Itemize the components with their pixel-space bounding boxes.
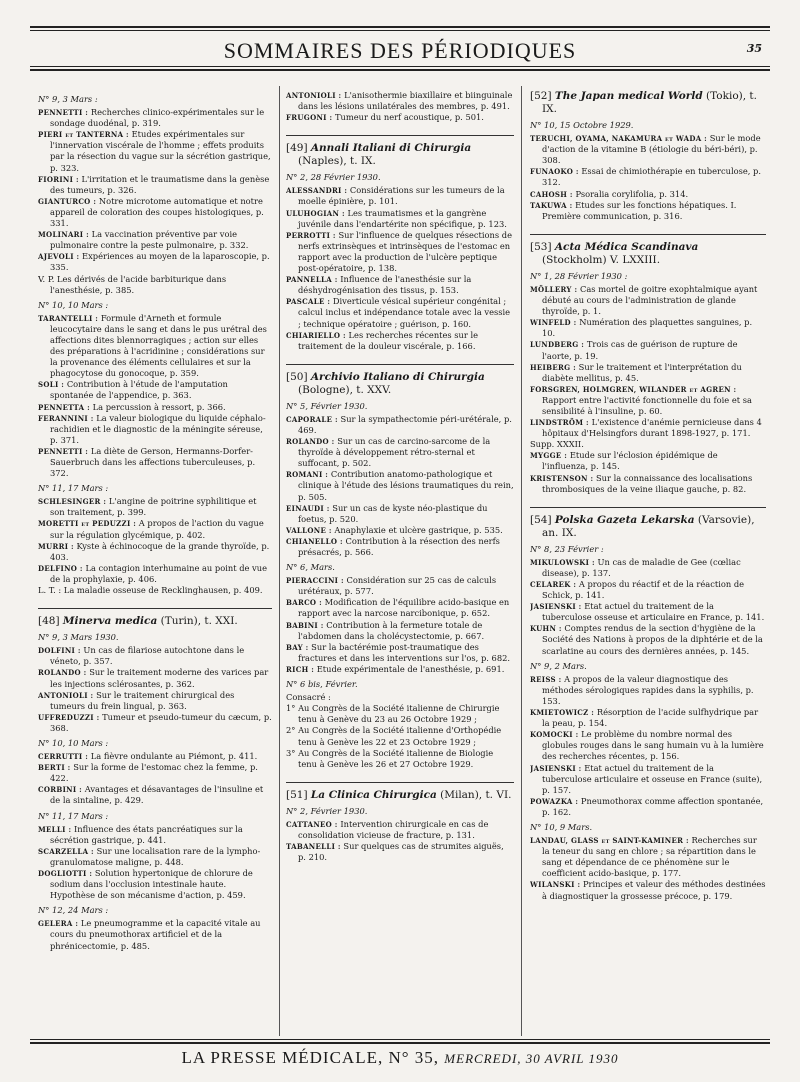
article-title: Sur un cas de kyste néo-plastique du foetus, p. 520.	[298, 502, 488, 524]
article-entry	[530, 450, 766, 472]
issue-heading: N° 8, 23 Février :	[530, 543, 604, 554]
article-entry	[286, 692, 514, 703]
article-title: Modification de l'équilibre acido-basique en rapport avec la narcose narcibonique, p. 652.	[298, 597, 510, 619]
article-title: 2° Au Congrès de la Société italienne d'Orthopédie tenu à Genève les 22 et 23 Octobre 1929 ;	[286, 725, 502, 747]
article-entry	[530, 133, 766, 166]
article-title: Tumeur et pseudo-tumeur du cæcum, p. 368.	[50, 711, 272, 733]
article-author: ROMANI :	[286, 470, 329, 480]
article-author: FUNAOKO :	[530, 167, 579, 177]
article-author: MURRI :	[38, 541, 74, 551]
article-author: SOLI :	[38, 380, 65, 390]
article-entry	[286, 330, 514, 352]
journal-number: [48]	[38, 615, 60, 628]
issue-heading: N° 11, 17 Mars :	[38, 810, 109, 821]
issue-heading: N° 9, 3 Mars :	[38, 94, 98, 104]
article-author: DOGLIOTTI :	[38, 869, 93, 878]
article-entry	[38, 107, 272, 129]
article-entry	[530, 879, 766, 901]
article-title: Influence des états pancréatiques sur la sécrétion gastrique, p. 441.	[50, 823, 243, 845]
article-title: Etude expérimentale de l'anesthésie, p. 691.	[316, 663, 505, 674]
article-title: Sur quelques cas de strumites aiguës, p. 210.	[298, 841, 504, 863]
article-title: Sur le traitement et l'interprétation du diabète mellitus, p. 45.	[542, 361, 742, 383]
article-title: Pneumothorax comme affection spontanée, p. 162.	[542, 795, 764, 817]
article-author: CERRUTTI :	[38, 752, 89, 762]
article-title: Contribution anatomo-pathologique et clinique à l'étude des lésions traumatiques du rein, p. 505.	[298, 469, 514, 502]
article-title: Les traumatismes et la gangrène juvénile dans l'endartérite non spécifique, p. 123.	[298, 207, 507, 229]
article-author: REISS :	[530, 674, 562, 684]
article-author: LINDSTRÖM :	[530, 418, 589, 428]
issue-heading: N° 9, 2 Mars.	[530, 660, 587, 671]
article-author: ANTONIOLI :	[38, 690, 94, 700]
article-entry	[38, 313, 272, 380]
article-author: SCARZELLA :	[38, 846, 94, 856]
column-divider-2	[521, 86, 522, 1036]
article-title: 1° Au Congrès de la Société italienne de Chirurgie tenu à Genève du 23 au 26 Octobre 1929 ;	[286, 703, 500, 725]
article-entry	[38, 751, 272, 762]
column-3	[530, 90, 766, 1035]
article-entry	[38, 585, 272, 596]
journal-details: (Naples), t. IX.	[298, 155, 376, 168]
article-author: KOMOCKI :	[530, 730, 579, 740]
article-entry	[38, 846, 272, 868]
issue-heading: N° 1, 28 Février 1930 :	[530, 270, 628, 281]
article-title: Consacré :	[286, 692, 331, 703]
article-title: Etudes sur les fonctions hépatiques. I. Première communication, p. 316.	[542, 199, 737, 221]
issue-heading: N° 6, Mars.	[286, 562, 335, 573]
article-entry	[286, 642, 514, 664]
article-title: Comptes rendus de la section d'hygiène de la Société des Nations à propos de la diphtérie et de la scarlatine au cours des dernières années, p. 145.	[542, 623, 763, 656]
article-author: GIANTURCO :	[38, 196, 97, 206]
article-author: MELLI :	[38, 824, 72, 834]
article-title: Considération sur 25 cas de calculs urétéraux, p. 577.	[298, 575, 497, 597]
article-author: ROLANDO :	[38, 668, 87, 678]
article-title: Sur une localisation rare de la lympho-granulomatose maligne, p. 448.	[50, 845, 261, 867]
article-author: MYGGE :	[530, 451, 568, 461]
article-title: La diète de Gerson, Hermanns-Dorfer-Sauerbruch dans les affections tuberculeuses, p. 372.	[50, 445, 256, 479]
column-2	[286, 90, 514, 1035]
article-entry	[286, 664, 514, 675]
article-entry	[286, 503, 514, 525]
article-title: Sur la bactérémie post-traumatique des fractures et dans les interventions sur l'os, p. 682.	[298, 641, 511, 663]
article-entry	[38, 784, 272, 806]
article-title: Notre microtome automatique et notre appareil de coloration des coupes histologiques, p. 331.	[50, 195, 264, 229]
article-title: L'anisothermie biaxillaire et biinguinale dans les lésions unilatérales des membres, p. 491.	[298, 90, 513, 112]
article-entry	[530, 796, 766, 818]
article-author: CATTANEO :	[286, 819, 338, 829]
article-title: La valeur biologique du liquide céphalo-rachidien et le diagnostic de la méningite séreuse, p. 371.	[50, 412, 266, 445]
article-title: 3° Au Congrès de la Société italienne de Biologie tenu à Genève les 26 et 27 Octobre 1929.	[286, 747, 494, 769]
journal-name: Acta Médica Scandinava	[554, 240, 699, 253]
article-entry	[530, 601, 766, 623]
article-title: A propos de l'action du vague sur la régulation glycémique, p. 402.	[50, 518, 264, 540]
article-author: PENNETTI :	[38, 446, 89, 456]
article-author: MÖLLERY :	[530, 284, 578, 294]
journal-heading	[530, 507, 766, 540]
issue-heading: N° 12, 24 Mars :	[38, 905, 109, 916]
article-title: Sur la connaissance des localisations thrombosiques de la veine iliaque gauche, p. 82.	[542, 472, 753, 494]
header-rule-bottom-thin	[30, 66, 770, 67]
article-title: Rapport entre l'activité fonctionnelle du foie et sa sensibilité à l'insuline, p. 60.	[542, 394, 752, 416]
article-entry	[286, 414, 514, 436]
article-author: MOLINARI :	[38, 230, 89, 240]
article-author: POWAZKA :	[530, 796, 579, 806]
article-author: TARANTELLI :	[38, 313, 99, 323]
article-entry	[38, 712, 272, 734]
article-entry	[286, 725, 514, 747]
article-author: HEIBERG :	[530, 362, 576, 372]
issue-heading: N° 10, 10 Mars :	[38, 737, 109, 748]
article-title: Contribution à la résection des nerfs présacrés, p. 566.	[298, 535, 500, 557]
article-entry	[530, 200, 766, 222]
article-entry	[530, 166, 766, 188]
article-entry	[286, 469, 514, 502]
article-title: Etat actuel du traitement de la tuberculose articulaire et osseuse en France (suite), p. 157.	[542, 762, 763, 795]
article-title: Expériences au moyen de la laparoscopie, p. 335.	[50, 251, 270, 273]
article-entry	[38, 918, 272, 951]
article-author: DELFINO :	[38, 563, 83, 573]
journal-number: [52]	[530, 90, 552, 102]
journal-name: Polska Gazeta Lekarska	[554, 513, 695, 526]
article-entry	[38, 446, 272, 479]
article-entry	[286, 208, 514, 230]
issue-heading: N° 2, 28 Février 1930.	[286, 172, 381, 183]
article-author: CORBINI :	[38, 785, 83, 795]
article-title: Avantages et désavantages de l'insuline et de la sintaline, p. 429.	[50, 784, 264, 806]
article-author: PIERACCINI :	[286, 576, 344, 586]
article-title: Sur l'influence de quelques résections de nerfs extrinsèques et intrinsèques de l'estomac en rapport avec la production de l'ulcère peptique post-opératoire, p. 138.	[298, 229, 512, 274]
article-entry	[286, 597, 514, 619]
article-title: Principes et valeur des méthodes destinées à diagnostiquer la grossesse précoce, p. 179.	[542, 879, 766, 901]
journal-details: (Stockholm) V. LXXIII.	[542, 253, 661, 266]
article-title: Solution hypertonique de chlorure de sodium dans l'occlusion intestinale haute. Hypothèse de son mécanisme d'action, p. 459.	[50, 868, 253, 901]
article-title: La contagion interhumaine au point de vue de la prophylaxie, p. 406.	[50, 562, 267, 584]
article-title: Tumeur du nerf acoustique, p. 501.	[335, 112, 484, 123]
article-author: MORETTI et PEDUZZI :	[38, 519, 137, 529]
article-entry	[286, 112, 514, 123]
journal-details: (Milan), t. VI.	[440, 788, 512, 801]
article-title: A propos de la valeur diagnostique des méthodes sérologiques rapides dans la syphilis, p. 153.	[542, 673, 754, 706]
article-entry	[38, 541, 272, 563]
article-author: FRUGONI :	[286, 113, 333, 123]
issue-heading: N° 5, Février 1930.	[286, 400, 368, 411]
article-title: La fièvre ondulante au Piémont, p. 411.	[90, 751, 258, 762]
article-entry	[530, 623, 766, 656]
article-entry	[286, 296, 514, 329]
article-author: TAKUWA :	[530, 200, 573, 210]
article-title: La percussion à ressort, p. 366.	[92, 401, 226, 412]
article-author: CAPORALE :	[286, 414, 338, 424]
article-title: Cas mortel de goitre exophtalmique ayant débuté au cours de l'administration de glande thyroïde, p. 1.	[542, 283, 758, 317]
article-title: Numération des plaquettes sanguines, p. 10.	[542, 317, 753, 339]
article-entry	[38, 496, 272, 518]
journal-number: [51]	[286, 788, 308, 801]
journal-name: The Japan medical World	[554, 90, 703, 102]
article-author: FIORINI :	[38, 174, 79, 184]
article-title: Essai de chimiothérapie en tuberculose, p. 312.	[542, 166, 761, 188]
article-title: Sur la sympathectomie péri-urétérale, p. 469.	[298, 413, 512, 435]
header-rule-bottom	[30, 69, 770, 71]
article-title: Supp. XXXII.	[530, 439, 584, 450]
article-entry	[530, 384, 766, 417]
column-divider-1	[279, 86, 280, 1036]
article-title: Contribution à l'étude de l'amputation spontanée de l'appendice, p. 363.	[50, 379, 228, 401]
header-rule-top-thin	[30, 30, 770, 31]
article-entry	[38, 196, 272, 229]
article-title: Psoralia corylifolia, p. 314.	[575, 188, 689, 199]
article-author: WILANSKI :	[530, 880, 581, 890]
article-entry	[38, 563, 272, 585]
article-entry	[286, 703, 514, 725]
article-entry	[530, 284, 766, 317]
article-author: ROLANDO :	[286, 437, 335, 447]
article-title: Le problème du nombre normal des globules rouges dans le sang humain vu à la lumière des recherches récentes, p. 156.	[542, 729, 764, 762]
article-author: TABANELLI :	[286, 842, 341, 852]
article-author: KRISTENSON :	[530, 473, 594, 483]
article-author: RICH :	[286, 664, 315, 674]
journal-name: Annali Italiani di Chirurgia	[310, 142, 472, 155]
issue-heading: N° 10, 15 Octobre 1929.	[530, 120, 634, 130]
article-title: Sur le mode d'action de la vitamine B (étiologie du béri-béri), p. 308.	[542, 133, 761, 166]
article-title: Résorption de l'acide sulfhydrique par la peau, p. 154.	[542, 707, 759, 729]
article-entry	[530, 557, 766, 579]
page-number: 35	[746, 42, 762, 55]
issue-heading: N° 10, 9 Mars.	[530, 821, 593, 832]
issue-heading: N° 2, Février 1930.	[286, 805, 368, 816]
header-rule-top	[30, 26, 770, 28]
article-author: JASIENSKI :	[530, 763, 582, 773]
article-entry	[286, 525, 514, 536]
article-entry	[38, 174, 272, 196]
article-author: PIERI et TANTERNA :	[38, 130, 129, 140]
article-entry	[286, 748, 514, 770]
article-entry	[38, 690, 272, 712]
article-entry	[286, 620, 514, 642]
article-entry	[530, 417, 766, 439]
article-title: La vaccination préventive par voie pulmonaire contre la peste pulmonaire, p. 332.	[50, 229, 249, 251]
article-author: VALLONE :	[286, 525, 332, 535]
article-entry	[38, 129, 272, 173]
article-title: Un cas de filariose autochtone dans le véneto, p. 357.	[50, 645, 245, 667]
article-author: PASCALE :	[286, 297, 331, 307]
article-title: V. P. Les dérivés de l'acide barbiturique dans l'anesthésie, p. 385.	[38, 273, 227, 295]
footer-rule-thin	[30, 1039, 770, 1040]
article-entry	[38, 274, 272, 296]
article-entry	[286, 185, 514, 207]
article-title: Influence de l'anesthésie sur la déshydrogénisation des tissus, p. 153.	[298, 274, 472, 296]
article-author: CHIANELLO :	[286, 536, 343, 546]
article-entry	[530, 339, 766, 361]
article-title: Formule d'Arneth et formule leucocytaire dans le sang et dans le pus urétral des affections dites blennorragiques ; action sur elles des préparations à l'acridinine ; considérations sur la provenance des éléments cellulaires et sur la phagocytose du gonocoque, p. 359.	[50, 312, 267, 379]
article-author: GELERA :	[38, 919, 79, 929]
article-title: L'existence d'anémie pernicieuse dans 4 hôpitaux d'Helsingfors durant 1898-1927, p. 171.	[542, 417, 762, 439]
article-title: Considérations sur les tumeurs de la moelle épinière, p. 101.	[298, 185, 505, 207]
article-title: Etudes expérimentales sur l'innervation viscérale de l'homme ; effets produits par la résection du vague sur la sécrétion gastrique, p. 323.	[50, 129, 271, 173]
article-title: A propos du réactif et de la réaction de Schick, p. 141.	[542, 579, 745, 601]
article-title: Recherches clinico-expérimentales sur le sondage duodénal, p. 319.	[50, 107, 265, 129]
article-author: SCHLESINGER :	[38, 497, 107, 507]
journal-heading	[286, 135, 514, 168]
article-entry	[286, 575, 514, 597]
article-entry	[38, 667, 272, 689]
journal-name: La Clinica Chirurgica	[310, 788, 437, 801]
article-author: JASIENSKI :	[530, 602, 582, 612]
issue-heading: N° 9, 3 Mars 1930.	[38, 632, 119, 643]
footer-journal: LA PRESSE MÉDICALE, N° 35,	[181, 1048, 440, 1067]
article-author: CELAREK :	[530, 580, 577, 589]
article-entry	[38, 762, 272, 784]
article-author: UFFREDUZZI :	[38, 712, 100, 722]
issue-heading: N° 10, 10 Mars :	[38, 299, 109, 310]
article-title: Les recherches récentes sur le traitement de la douleur viscérale, p. 166.	[298, 329, 479, 351]
article-author: LUNDBERG :	[530, 340, 585, 350]
article-entry	[286, 230, 514, 274]
journal-heading	[286, 782, 514, 802]
footer-date: MERCREDI, 30 AVRIL 1930	[444, 1051, 619, 1066]
journal-heading	[530, 90, 766, 116]
issue-heading: N° 6 bis, Février.	[286, 679, 358, 690]
article-entry	[530, 707, 766, 729]
article-entry	[286, 274, 514, 296]
article-entry	[38, 229, 272, 251]
article-entry	[286, 819, 514, 841]
article-entry	[530, 674, 766, 707]
page-title: SOMMAIRES DES PÉRIODIQUES	[223, 38, 577, 63]
article-author: CAHOSH :	[530, 189, 573, 199]
article-author: DOLFINI :	[38, 646, 81, 656]
journal-details: (Tokio), t. IX.	[542, 90, 757, 115]
article-title: Intervention chirurgicale en cas de consolidation vicieuse de fracture, p. 131.	[298, 818, 489, 840]
article-author: KUHN :	[530, 624, 562, 634]
article-title: L'angine de poitrine syphilitique et son traitement, p. 399.	[50, 496, 257, 518]
journal-number: [53]	[530, 240, 552, 253]
article-title: L'irritation et le traumatisme dans la genèse des tumeurs, p. 326.	[50, 173, 270, 195]
article-title: Anaphylaxie et ulcère gastrique, p. 535.	[334, 524, 503, 535]
article-title: Contribution à la fermeture totale de l'abdomen dans la cholécystectomie, p. 667.	[298, 619, 485, 641]
article-title: Kyste à échinocoque de la grande thyroïde, p. 403.	[50, 540, 270, 562]
article-author: WINFELD :	[530, 318, 577, 328]
article-entry	[286, 536, 514, 558]
journal-heading	[286, 364, 514, 397]
article-author: TERUCHI, OYAMA, NAKAMURA et WADA :	[530, 134, 708, 144]
article-entry	[286, 436, 514, 469]
article-entry	[530, 763, 766, 796]
article-entry	[530, 317, 766, 339]
article-author: BERTI :	[38, 763, 71, 773]
journal-heading	[530, 234, 766, 267]
article-author: AJEVOLI :	[38, 252, 80, 262]
article-title: Sur le traitement moderne des varices par les injections sclérosantes, p. 362.	[50, 667, 269, 689]
article-entry	[38, 251, 272, 273]
article-entry	[38, 824, 272, 846]
journal-number: [49]	[286, 142, 308, 155]
article-title: L. T. : La maladie osseuse de Recklinghausen, p. 409.	[38, 585, 263, 596]
article-entry	[530, 439, 766, 450]
article-title: Diverticule vésical supérieur congénital ; calcul inclus et indépendance totale avec la vessie ; technique opératoire ; guérison, p. 160.	[298, 296, 511, 329]
article-entry	[38, 645, 272, 667]
article-title: Trois cas de guérison de rupture de l'aorte, p. 19.	[542, 339, 738, 361]
journal-number: [54]	[530, 513, 552, 526]
footer-rule	[30, 1042, 770, 1044]
article-entry	[530, 835, 766, 879]
article-title: Etude sur l'éclosion épidémique de l'influenza, p. 145.	[542, 450, 718, 472]
footer	[0, 1048, 800, 1068]
article-title: Sur la forme de l'estomac chez la femme, p. 422.	[50, 762, 258, 784]
article-author: PANNELLA :	[286, 275, 338, 285]
column-1	[38, 90, 272, 1035]
article-author: KMIETOWICZ :	[530, 708, 595, 718]
article-entry	[530, 579, 766, 601]
journal-details: (Turin), t. XXI.	[160, 615, 238, 628]
article-entry	[38, 379, 272, 401]
article-title: Etat actuel du traitement de la tuberculose osseuse et articulaire en France, p. 141.	[542, 601, 765, 623]
article-entry	[38, 868, 272, 901]
article-title: Sur le traitement chirurgical des tumeurs du frein lingual, p. 363.	[50, 689, 235, 711]
article-author: MIKULOWSKI :	[530, 557, 595, 567]
article-entry	[530, 729, 766, 762]
article-entry	[286, 90, 514, 112]
article-title: Recherches sur la teneur du sang en chlore ; sa répartition dans le sang et dépendance de ce phénomène sur le coefficient acido-basique, p. 177.	[542, 835, 757, 879]
article-entry	[38, 413, 272, 446]
journal-name: Archivio Italiano di Chirurgia	[310, 370, 485, 383]
journal-details: (Bologne), t. XXV.	[298, 383, 392, 396]
journal-name: Minerva medica	[62, 615, 158, 628]
article-author: ANTONIOLI :	[286, 91, 342, 100]
article-author: PENNETTI :	[38, 108, 89, 118]
article-title: Un cas de maladie de Gee (cœliac disease), p. 137.	[542, 556, 741, 578]
journal-heading	[38, 608, 272, 628]
article-author: EINAUDI :	[286, 503, 330, 513]
article-title: Sur un cas de carcino-sarcome de la thyroïde à développement rétro-sternal et suffocant, p. 502.	[298, 436, 491, 469]
journal-number: [50]	[286, 370, 308, 383]
article-author: LANDAU, GLASS et SAINT-KAMINER :	[530, 836, 689, 846]
article-author: FORSGREN, HOLMGREN, WILANDER et AGREN :	[530, 384, 737, 394]
article-author: BAY :	[286, 642, 309, 652]
article-author: PERROTTI :	[286, 230, 336, 240]
article-author: BABINI :	[286, 620, 324, 630]
article-author: FERANNINI :	[38, 413, 94, 423]
article-title: Le pneumogramme et la capacité vitale au cours du pneumothorax artificiel et de la phrénicectomie, p. 485.	[50, 918, 261, 951]
article-author: BARCO :	[286, 598, 322, 608]
article-author: PENNETTA :	[38, 402, 90, 412]
article-entry	[38, 518, 272, 540]
journal-details: (Varsovie), an. IX.	[542, 513, 755, 539]
article-entry	[530, 189, 766, 200]
article-entry	[530, 473, 766, 495]
article-author: CHIARIELLO :	[286, 330, 346, 340]
article-author: ULUHOGIAN :	[286, 208, 345, 218]
article-entry	[38, 402, 272, 413]
issue-heading: N° 11, 17 Mars :	[38, 483, 109, 494]
article-entry	[286, 841, 514, 863]
article-entry	[530, 362, 766, 384]
article-author: ALESSANDRI :	[286, 186, 348, 196]
